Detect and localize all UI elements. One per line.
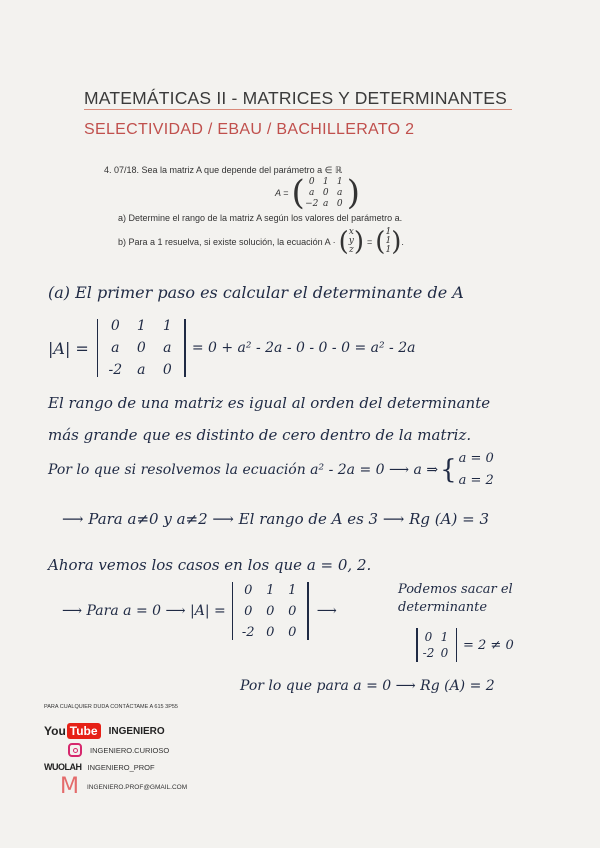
right-paren: ) — [346, 173, 360, 213]
solution-line-8: Por lo que para a = 0 ⟶ Rg (A) = 2 — [240, 678, 495, 694]
det0-cell: 1 — [288, 582, 297, 598]
det0-cell: 0 — [288, 603, 297, 619]
cases — [459, 448, 494, 492]
minor-determinant — [416, 628, 514, 662]
youtube-channel: INGENIERO — [108, 725, 165, 737]
minor-cell: 0 — [440, 646, 449, 660]
det-cell: a — [163, 340, 172, 356]
question-part-b — [118, 228, 404, 255]
equation-text: Por lo que si resolvemos la ecuación a² - 2a = 0 ⟶ a ⇒ — [48, 462, 439, 478]
left-paren: ( — [338, 226, 349, 257]
matrix-entries — [305, 177, 347, 209]
det0-cell: 0 — [266, 603, 275, 619]
minor-bar-right — [456, 628, 458, 662]
question-part-a: a) Determine el rango de la matriz A según los valores del parámetro a. — [118, 213, 403, 223]
det-result: = 0 + a² - 2a - 0 - 0 - 0 = a² - 2a — [191, 340, 416, 356]
contact-line: PARA CUALQUIER DUDA CONTÁCTAME A 615 3P55 — [44, 704, 178, 710]
matrix-cell: 0 — [336, 199, 343, 209]
det0-cell: 1 — [266, 582, 275, 598]
minor-cell: -2 — [422, 646, 435, 660]
matrix-cell: 0 — [308, 177, 315, 187]
solution-line-4 — [48, 448, 494, 492]
det-bar-left — [97, 319, 99, 377]
matrix-label: A = — [275, 188, 289, 198]
wuolah-icon: WUOLAH — [44, 762, 82, 772]
det0-cell: 0 — [288, 624, 297, 640]
det-a0-matrix — [237, 583, 303, 640]
case-a0: a = 0 — [458, 451, 494, 466]
matrix-cell: −2 — [305, 199, 319, 209]
vector-cell: 1 — [385, 236, 392, 246]
youtube-tube: Tube — [67, 723, 101, 739]
matrix-cell: a — [309, 188, 315, 198]
left-paren: ( — [291, 173, 305, 213]
email-row[interactable] — [60, 776, 187, 798]
minor-cell: 1 — [440, 630, 449, 644]
case-a2: a = 2 — [458, 473, 494, 488]
case-brace: { — [440, 455, 457, 485]
det-cell: 0 — [136, 340, 146, 356]
left-paren: ( — [375, 226, 386, 257]
solution-line-2: El rango de una matriz es igual al orden del determinante — [48, 394, 491, 412]
minor-cell: 0 — [424, 630, 433, 644]
solution-line-6: Ahora vemos los casos en los que a = 0, 2. — [48, 556, 372, 574]
vector-cell: x — [348, 227, 354, 237]
solution-line-7 — [62, 582, 337, 640]
youtube-row[interactable] — [44, 723, 165, 739]
det-cell: 1 — [136, 318, 146, 334]
matrix-cell: 0 — [322, 188, 329, 198]
youtube-icon — [44, 723, 101, 739]
title-divider — [84, 109, 512, 110]
period: . — [401, 236, 404, 247]
instagram-handle: INGENIERO.CURIOSO — [90, 745, 170, 755]
matrix-cell: a — [337, 188, 343, 198]
determinant-row — [48, 318, 415, 378]
question-matrix — [275, 173, 360, 213]
det-cell: 1 — [162, 318, 172, 334]
det-cell: a — [137, 362, 146, 378]
solution-line-3: más grande que es distinto de cero dentro de la matriz. — [48, 426, 472, 444]
page-subtitle: SELECTIVIDAD / EBAU / BACHILLERATO 2 — [84, 121, 415, 138]
question-statement: 4. 07/18. Sea la matriz A que depende del parámetro a ∈ ℝ — [104, 165, 343, 175]
email-address: INGENIERO.PROF@GMAIL.COM — [86, 783, 188, 791]
matrix-cell: a — [323, 199, 329, 209]
det0-cell: 0 — [266, 624, 275, 640]
det-label: |A| = — [48, 338, 89, 358]
det-cell: 0 — [162, 362, 172, 378]
minor-bar-left — [416, 628, 418, 662]
det-cell: 0 — [110, 318, 120, 334]
solution-line-5: ⟶ Para a≠0 y a≠2 ⟶ El rango de A es 3 ⟶ Rg (A) = 3 — [62, 510, 489, 528]
minor-result: = 2 ≠ 0 — [463, 637, 514, 653]
wuolah-row[interactable] — [44, 762, 155, 772]
equals-sign: = — [367, 236, 373, 247]
det0-cell: 0 — [244, 603, 253, 619]
youtube-you: You — [44, 724, 66, 738]
part-b-text: b) Para a 1 resuelva, si existe solución, la ecuación A · — [118, 236, 336, 247]
det0-bar-left — [232, 582, 234, 640]
page-title: MATEMÁTICAS II - MATRICES Y DETERMINANTES — [84, 88, 508, 108]
case-a0-text: ⟶ Para a = 0 ⟶ |A| = — [62, 603, 226, 619]
instagram-icon — [68, 743, 82, 757]
det0-cell: 0 — [244, 582, 253, 598]
gmail-icon: M — [60, 774, 79, 799]
matrix-cell: 1 — [322, 177, 329, 187]
det-bar-right — [184, 319, 186, 377]
right-paren: ) — [391, 226, 402, 257]
solution-line-1: (a) El primer paso es calcular el determinante de A — [48, 283, 464, 302]
instagram-row[interactable] — [68, 743, 169, 757]
vector-cell: 1 — [385, 245, 392, 255]
vector-cell: z — [348, 245, 354, 255]
det-cell: a — [111, 340, 120, 356]
vector-cell: 1 — [385, 227, 392, 237]
vector-cell: y — [348, 236, 354, 246]
arrow: ⟶ — [316, 603, 337, 619]
right-paren: ) — [353, 226, 365, 257]
minor-matrix — [421, 630, 453, 660]
det-cell: -2 — [108, 362, 123, 378]
determinant-matrix — [102, 318, 180, 378]
matrix-cell: 1 — [336, 177, 343, 187]
wuolah-handle: INGENIERO_PROF — [87, 762, 155, 772]
det0-cell: -2 — [241, 624, 255, 640]
note-line-2: determinante — [398, 600, 488, 615]
note-line-1: Podemos sacar el — [398, 582, 513, 597]
det0-bar-right — [307, 582, 309, 640]
